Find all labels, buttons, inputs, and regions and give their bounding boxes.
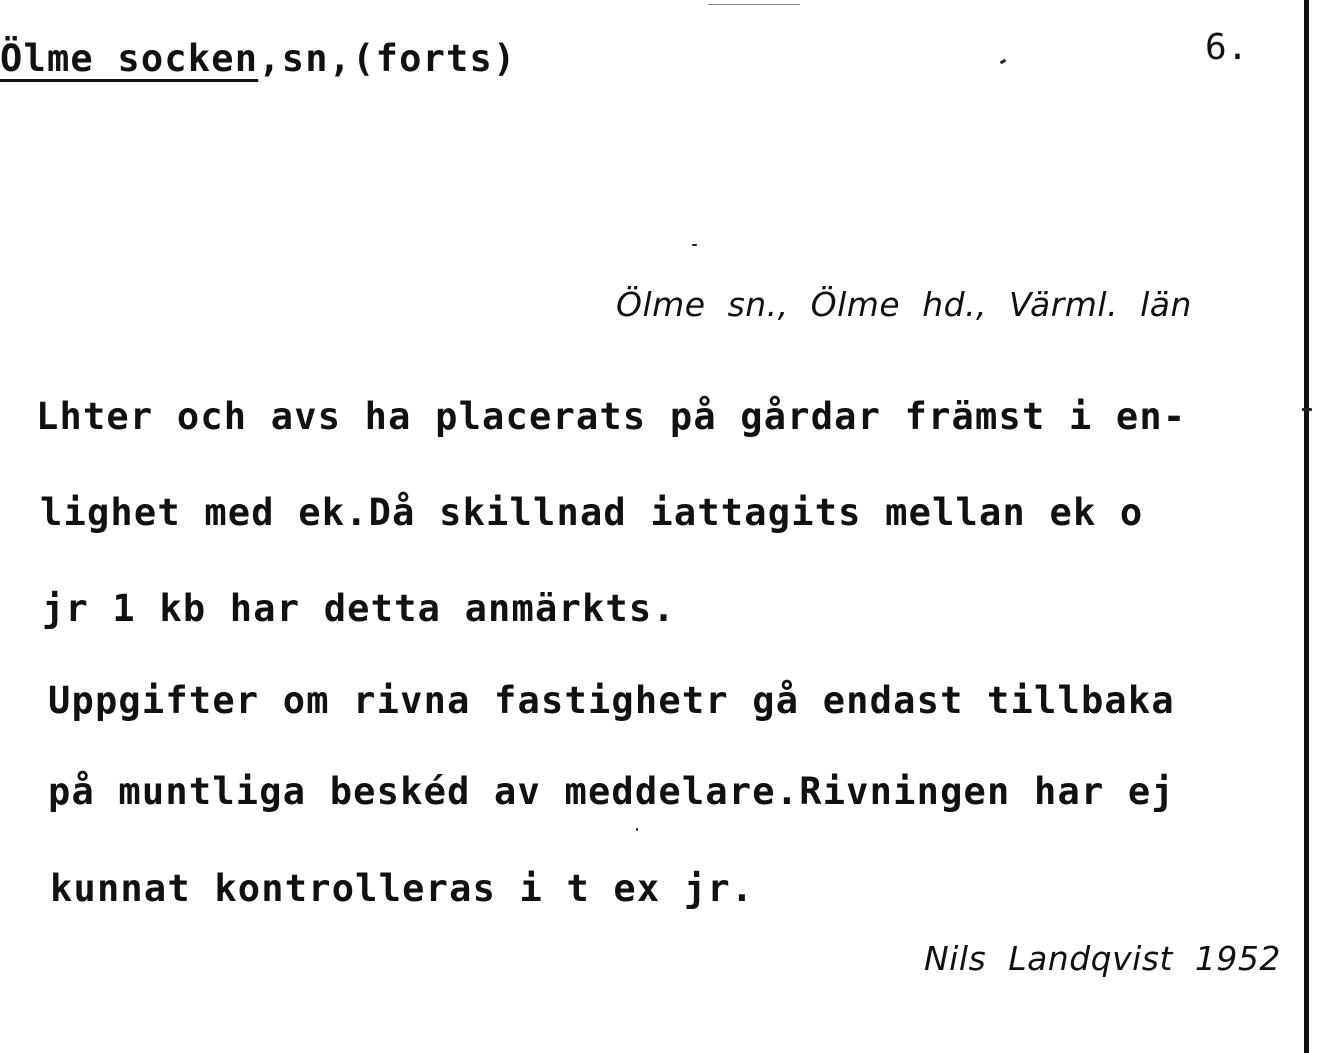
parish-title: Ölme socken bbox=[0, 37, 259, 80]
page-number: 6. bbox=[1205, 27, 1249, 68]
body-line: Lhter och avs ha placerats på gårdar främst i en- bbox=[36, 395, 1187, 438]
location-stamp: Ölme sn., Ölme hd., Värml. län bbox=[616, 285, 1192, 324]
card-right-border bbox=[1304, 0, 1309, 1053]
body-line: jr 1 kb har detta anmärkts. bbox=[42, 587, 676, 630]
card-heading bbox=[0, 37, 517, 80]
body-line: Uppgifter om rivna fastighetr gå endast tillbaka bbox=[48, 679, 1175, 722]
body-line: lighet med ek.Då skillnad iattagits mellan ek o bbox=[40, 491, 1144, 534]
parish-title-suffix: ,sn,(forts) bbox=[258, 37, 517, 80]
ink-speck bbox=[636, 828, 638, 831]
ink-speck bbox=[692, 244, 697, 246]
top-edge-mark bbox=[708, 4, 800, 5]
ink-speck bbox=[1302, 408, 1312, 411]
body-line: på muntliga beskéd av meddelare.Rivningen har ej bbox=[48, 770, 1175, 813]
signature-stamp: Nils Landqvist 1952 bbox=[924, 939, 1281, 978]
body-line: kunnat kontrolleras i t ex jr. bbox=[50, 867, 755, 910]
ink-speck bbox=[1000, 59, 1007, 65]
